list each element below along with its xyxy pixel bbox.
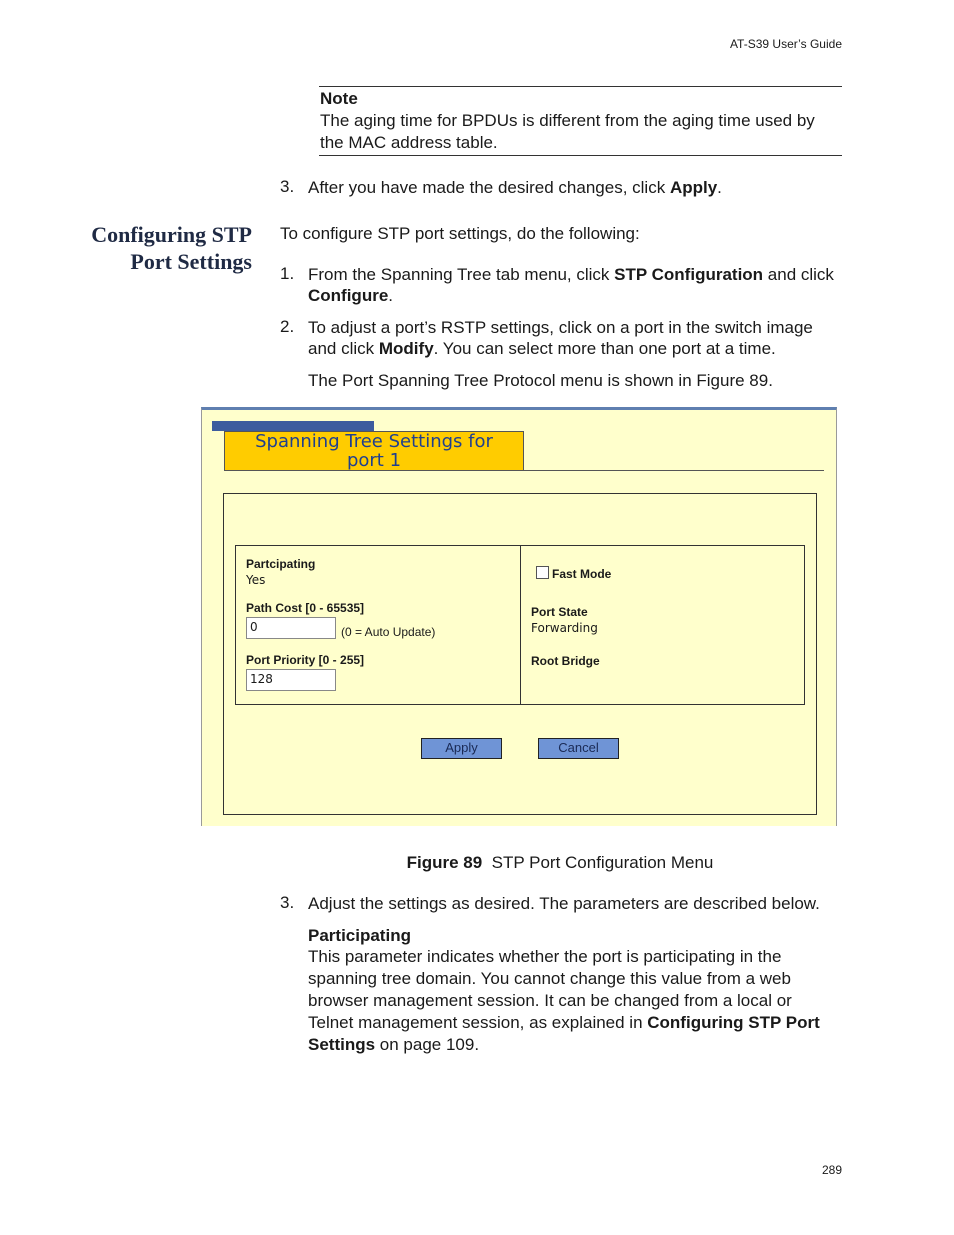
settings-panel: [223, 493, 817, 815]
path-cost-label: Path Cost [0 - 65535]: [246, 601, 365, 615]
step-number: 3.: [280, 177, 295, 196]
step-text: After you have made the desired changes, click Apply.: [308, 178, 722, 197]
figure-caption: Figure 89 STP Port Configuration Menu: [406, 853, 714, 872]
parameter-heading: Participating: [308, 926, 411, 945]
page-number: 289: [821, 1163, 842, 1177]
priority-label: Port Priority [0 - 255]: [246, 653, 365, 667]
cancel-button[interactable]: Cancel: [538, 738, 619, 759]
port-state-value: Forwarding: [531, 621, 598, 635]
figure-reference: The Port Spanning Tree Protocol menu is shown in Figure 89.: [308, 371, 773, 390]
path-cost-input[interactable]: 0: [246, 617, 336, 639]
step-number: 3.: [280, 893, 295, 912]
parameter-description: This parameter indicates whether the port is participating in the spanning tree domain. You cannot change this value from a web browser management session. It can be changed from a local or Telnet management session, as explained in Configuring STP Port Settings on page 109.: [308, 947, 820, 1054]
left-settings-cell: [235, 545, 521, 705]
port-state-label: Port State: [531, 605, 588, 619]
path-cost-hint: (0 = Auto Update): [341, 625, 436, 639]
step-text: From the Spanning Tree tab menu, click STP Configuration and click Configure.: [308, 265, 834, 305]
step-number: 2.: [280, 317, 295, 336]
step-text: Adjust the settings as desired. The parameters are described below.: [308, 894, 820, 913]
section-heading: Configuring STP Port Settings: [91, 222, 252, 274]
tab-strip: [212, 421, 374, 431]
step-number: 1.: [280, 264, 295, 283]
priority-input[interactable]: 128: [246, 669, 336, 691]
step-text: To adjust a port’s RSTP settings, click on a port in the switch image and click Modify. You can select more than one port at a time.: [308, 318, 813, 358]
note-box: [319, 86, 842, 156]
title-rule: [523, 470, 824, 471]
running-header: AT-S39 User’s Guide: [729, 37, 842, 51]
participating-label: Partcipating: [246, 557, 316, 571]
participating-value: Yes: [246, 573, 266, 587]
root-bridge-label: Root Bridge: [531, 654, 600, 668]
note-body: The aging time for BPDUs is different from the aging time used by the MAC address table.: [320, 111, 815, 152]
figure-screenshot: [201, 407, 837, 826]
right-settings-cell: [520, 545, 805, 705]
fast-mode-checkbox[interactable]: [536, 566, 549, 579]
note-title: Note: [320, 89, 358, 108]
fast-mode-label: Fast Mode: [552, 567, 612, 581]
settings-title: Spanning Tree Settings for port 1: [224, 431, 524, 471]
intro-text: To configure STP port settings, do the following:: [280, 224, 640, 243]
apply-button[interactable]: Apply: [421, 738, 502, 759]
